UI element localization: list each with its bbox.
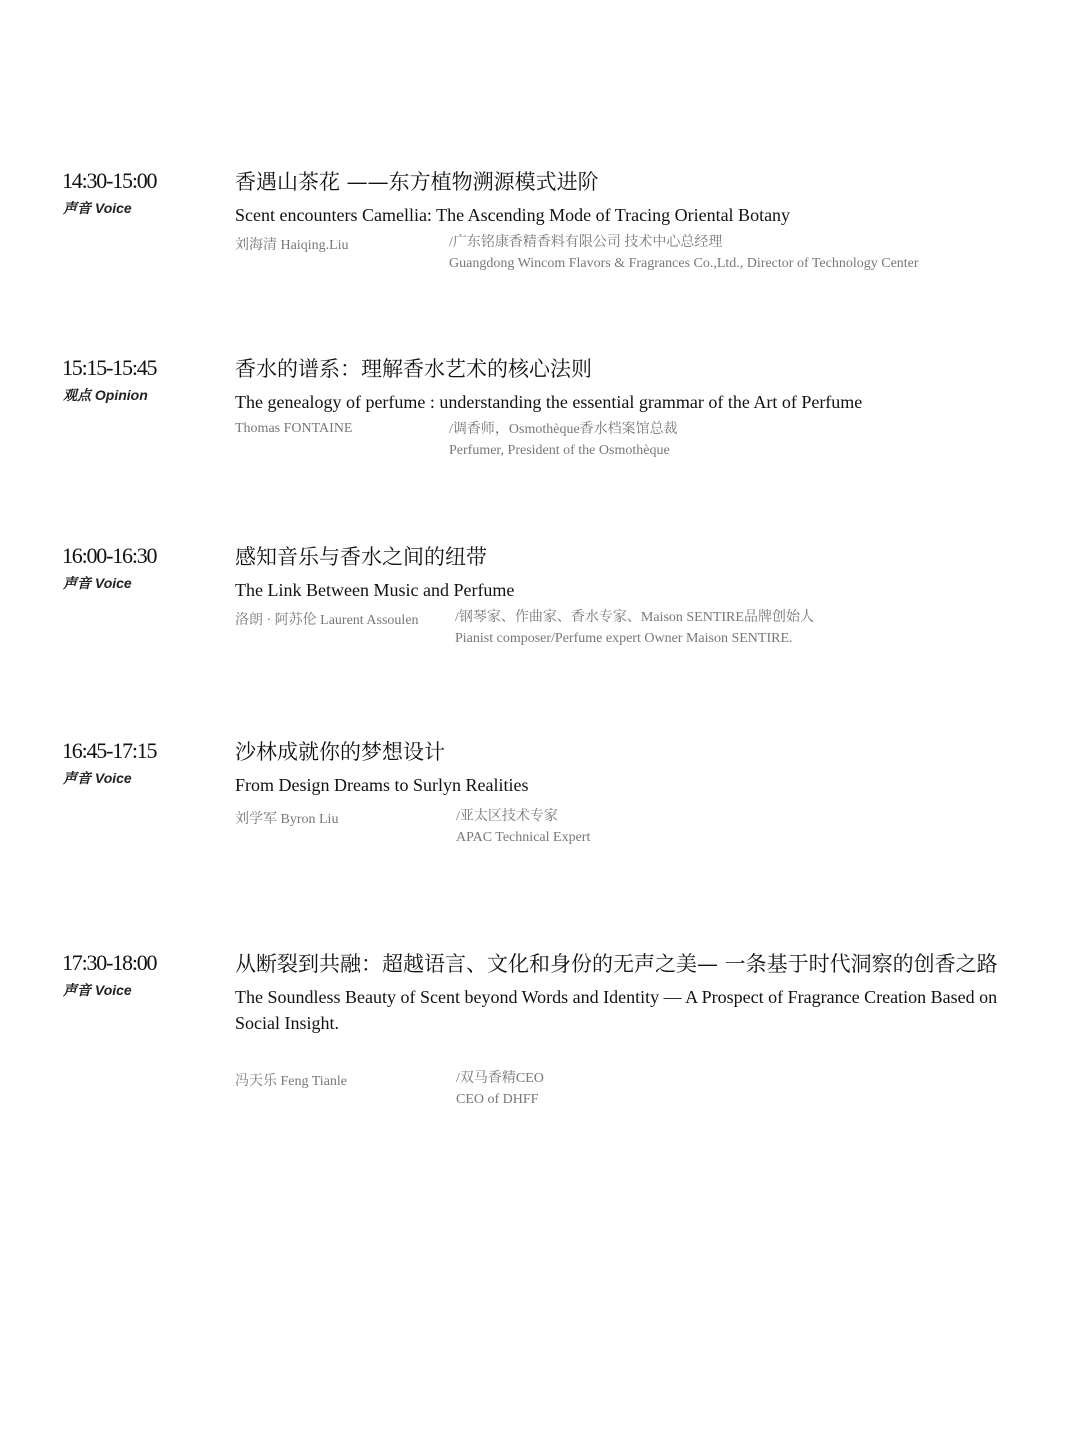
- session-time: 17:30-18:00: [62, 950, 157, 975]
- session-type: 声音 Voice: [63, 982, 132, 998]
- speaker-name: 刘海清 Haiqing.Liu: [235, 238, 349, 253]
- speaker-role-zh: /亚太区技术专家: [456, 809, 558, 824]
- session-type: 声音 Voice: [63, 200, 132, 216]
- speaker-name: 刘学军 Byron Liu: [235, 812, 339, 827]
- speaker-role-zh: /调香师，Osmothèque香水档案馆总裁: [449, 422, 678, 437]
- session-time: 16:45-17:15: [62, 738, 157, 763]
- session-title-zh: 香遇山茶花 ——东方植物溯源模式进阶: [235, 170, 599, 194]
- session-title-en: From Design Dreams to Surlyn Realities: [235, 775, 529, 795]
- speaker-role-en: APAC Technical Expert: [456, 830, 591, 845]
- speaker-name: 冯天乐 Feng Tianle: [235, 1074, 348, 1089]
- session-title-en: Scent encounters Camellia: The Ascending Mode of Tracing Oriental Botany: [235, 205, 791, 225]
- speaker-role-en: CEO of DHFF: [456, 1092, 539, 1107]
- session-title-en: The Link Between Music and Perfume: [235, 580, 515, 600]
- session-time: 14:30-15:00: [62, 168, 157, 193]
- session-title-zh: 沙林成就你的梦想设计: [235, 740, 445, 764]
- speaker-name: 洛朗 · 阿苏伦 Laurent Assoulen: [235, 613, 419, 628]
- session-type: 声音 Voice: [63, 770, 132, 786]
- speaker-role-zh: /钢琴家、作曲家、香水专家、Maison SENTIRE品牌创始人: [455, 610, 814, 625]
- speaker-role-zh: /双马香精CEO: [456, 1071, 544, 1086]
- speaker-role-en: Pianist composer/Perfume expert Owner Maison SENTIRE.: [455, 631, 793, 646]
- session-title-zh: 香水的谱系：理解香水艺术的核心法则: [235, 357, 592, 381]
- session-title-zh: 从断裂到共融：超越语言、文化和身份的无声之美— 一条基于时代洞察的创香之路: [235, 952, 998, 976]
- session-title-en: The Soundless Beauty of Scent beyond Words and Identity — A Prospect of Fragrance Creation Based on Social Insight.: [235, 987, 998, 1033]
- session-type: 观点 Opinion: [63, 387, 148, 403]
- session-title-en: The genealogy of perfume : understanding the essential grammar of the Art of Perfume: [235, 392, 863, 412]
- session-title-zh: 感知音乐与香水之间的纽带: [235, 545, 487, 569]
- session-time: 15:15-15:45: [62, 355, 157, 380]
- speaker-role-en: Perfumer, President of the Osmothèque: [449, 443, 670, 458]
- speaker-role-zh: /广东铭康香精香料有限公司 技术中心总经理: [449, 235, 723, 250]
- session-type: 声音 Voice: [63, 575, 132, 591]
- speaker-role-en: Guangdong Wincom Flavors & Fragrances Co.,Ltd., Director of Technology Center: [449, 256, 919, 271]
- speaker-name: Thomas FONTAINE: [235, 421, 353, 436]
- session-time: 16:00-16:30: [62, 543, 157, 568]
